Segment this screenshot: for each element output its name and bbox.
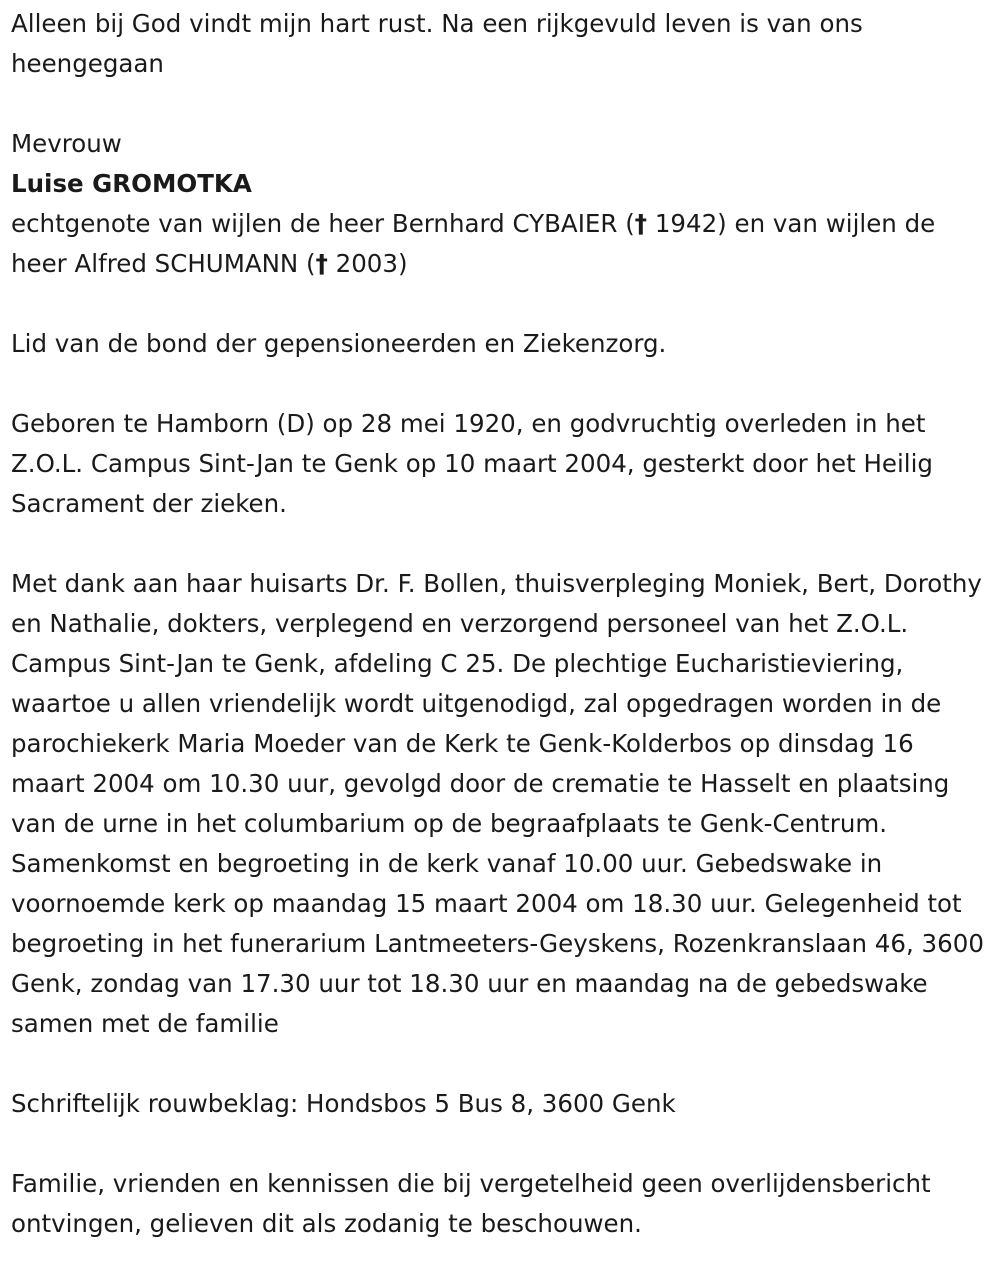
condolences-address: Schriftelijk rouwbeklag: Hondsbos 5 Bus 8, 3600 Genk — [11, 1089, 676, 1118]
spouses-prefix: echtgenote van wijlen de heer Bernhard CYBAIER ( — [11, 209, 635, 238]
cross-icon: † — [634, 209, 648, 238]
spouse-year-2: 2003) — [327, 249, 408, 278]
cross-icon: † — [315, 249, 328, 278]
thanks-service-text: Met dank aan haar huisarts Dr. F. Bollen, thuisverpleging Moniek, Bert, Dorothy en Nathalie, dokters, verplegend en verzorgend personeel van het Z.O.L. Campus Sint-Jan te Genk, afdeling C 25. De plechtige Eucharistieviering, waartoe u allen vriendelijk wordt uitgenodigd, zal opgedragen worden in de parochiekerk Maria Moeder van de Kerk te Genk-Kolderbos op dinsdag 16 maart 2004 om 10.30 uur, gevolgd door de crematie te Hasselt en plaatsing van de urne in het columbarium op de begraafplaats te Genk-Centrum. Samenkomst en begroeting in de kerk vanaf 10.00 uur. Gebedswake in voornoemde kerk op maandag 15 maart 2004 om 18.30 uur. Gelegenheid tot begroeting in het funerarium Lantmeeters-Geyskens, Rozenkranslaan 46, 3600 Genk, zondag van 17.30 uur tot 18.30 uur en maandag na de gebedswake samen met de familie — [11, 569, 984, 1038]
spouses-text — [11, 204, 995, 284]
closing-text: Familie, vrienden en kennissen die bij vergetelheid geen overlijdensbericht ontvingen, gelieven dit als zodanig te beschouwen. — [11, 1169, 931, 1238]
intro-text: Alleen bij God vindt mijn hart rust. Na een rijkgevuld leven is van ons heengegaan — [11, 9, 863, 78]
membership-text: Lid van de bond der gepensioneerden en Ziekenzorg. — [11, 329, 667, 358]
spouse-year-1: 1942) en van wijlen de heer Alfred SCHUMANN ( — [11, 209, 936, 278]
deceased-name: Luise GROMOTKA — [11, 169, 252, 198]
birth-death-text: Geboren te Hamborn (D) op 28 mei 1920, en godvruchtig overleden in het Z.O.L. Campus Sint-Jan te Genk op 10 maart 2004, gesterkt door het Heilig Sacrament der zieken. — [11, 409, 933, 518]
honorific: Mevrouw — [11, 129, 122, 158]
obituary-notice — [11, 4, 995, 1244]
